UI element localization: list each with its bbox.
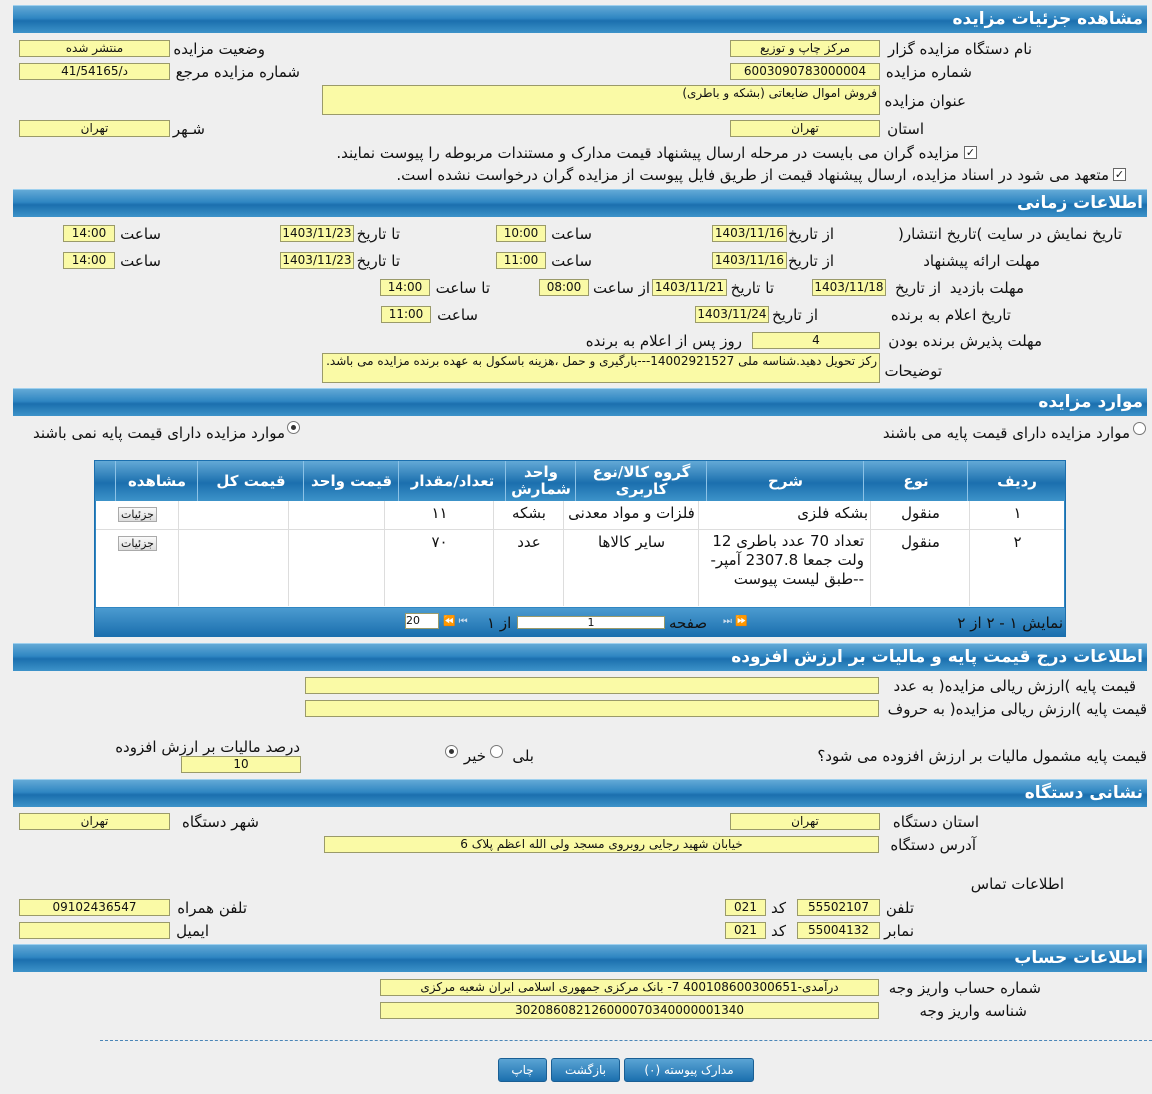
- cell-row: ۲: [969, 530, 1065, 606]
- visit-to-time-field: 14:00: [380, 279, 430, 296]
- attached-docs-button[interactable]: مدارک پیوسته (۰): [624, 1058, 754, 1082]
- announce-date-field: 1403/11/24: [695, 306, 769, 323]
- attach-docs-checkbox: ✓: [965, 146, 976, 159]
- payment-id-field: 302086082126000070340000001340: [380, 1002, 879, 1019]
- visit-from-time-field: 08:00: [539, 279, 589, 296]
- cell-unit: عدد: [493, 530, 564, 606]
- publish-to-label: تا تاریخ: [356, 225, 400, 243]
- acceptance-days-label: روز پس از اعلام به برنده: [585, 332, 742, 350]
- cell-unit: بشکه: [493, 501, 564, 529]
- contact-info-label: اطلاعات تماس: [970, 875, 1064, 893]
- section-header-items: موارد مزایده: [13, 388, 1147, 416]
- cell-unit-price: [288, 501, 385, 529]
- cell-qty: ۷۰: [384, 530, 494, 606]
- col-unit-price: قیمت واحد: [303, 461, 399, 501]
- acceptance-days-field: 4: [752, 332, 880, 349]
- mobile-label: تلفن همراه: [177, 899, 247, 917]
- announce-time-field: 11:00: [381, 306, 431, 323]
- col-total: قیمت کل: [197, 461, 304, 501]
- base-price-number-label: قیمت پایه )ارزش ریالی مزایده( به عدد: [893, 677, 1136, 695]
- visit-to-field: 1403/11/21: [652, 279, 727, 296]
- back-button[interactable]: بازگشت: [551, 1058, 620, 1082]
- offer-from-field: 1403/11/16: [712, 252, 787, 269]
- offer-from-label: از تاریخ: [787, 252, 834, 270]
- vat-percent-field: 10: [181, 756, 301, 773]
- col-view: مشاهده: [115, 461, 198, 501]
- device-province-label: استان دستگاه: [892, 813, 979, 831]
- phone-field: 55502107: [797, 899, 880, 916]
- grid-pager: [95, 608, 1065, 636]
- announce-from-label: از تاریخ: [771, 306, 818, 324]
- phone-label: تلفن: [885, 899, 914, 917]
- cell-desc: تعداد 70 عدد باطری 12 ولت جمعا 2307.8 آمپر---طبق لیست پیوست: [698, 530, 870, 606]
- publish-date-label: تاریخ نمایش در سایت )تاریخ انتشار(: [898, 225, 1122, 243]
- vat-yes-radio[interactable]: [490, 745, 503, 758]
- fax-field: 55004132: [797, 922, 880, 939]
- description-label: توضیحات: [884, 362, 942, 380]
- offer-to-label: تا تاریخ: [356, 252, 400, 270]
- vat-percent-label: درصد مالیات بر ارزش افزوده: [115, 738, 300, 756]
- device-address-label: آدرس دستگاه: [890, 836, 976, 854]
- page-size-input[interactable]: 20: [405, 613, 439, 629]
- cell-qty: ۱۱: [384, 501, 494, 529]
- print-button[interactable]: چاپ: [498, 1058, 547, 1082]
- no-base-price-radio[interactable]: [287, 421, 300, 434]
- publish-time2-field: 14:00: [63, 225, 115, 242]
- visit-from-label: از تاریخ: [894, 279, 941, 297]
- cell-unit-price: [288, 530, 385, 606]
- cell-group: سایر کالاها: [563, 530, 699, 606]
- details-button[interactable]: جزئیات: [118, 536, 157, 551]
- col-qty: تعداد/مقدار: [398, 461, 506, 501]
- device-address-field: خیابان شهید رجایی روبروی مسجد ولی الله اعظم پلاک 6: [324, 836, 879, 853]
- offer-time1-field: 11:00: [496, 252, 546, 269]
- col-row: ردیف: [967, 461, 1066, 501]
- cell-type: منقول: [870, 530, 970, 606]
- publish-from-label: از تاریخ: [787, 225, 834, 243]
- description-field: رکز تحویل دهید.شناسه ملی 14002921527---بارگیری و حمل ،هزینه باسکول به عهده برنده مزایده می باشد.: [322, 353, 880, 383]
- org-field: مرکز چاپ و توزیع: [730, 40, 880, 57]
- visit-to-label: تا تاریخ: [730, 279, 774, 297]
- items-grid: [94, 460, 1066, 637]
- auction-number-field: 6003090783000004: [730, 63, 880, 80]
- attach-docs-text: مزایده گران می بایست در مرحله ارسال پیشنهاد قیمت مدارک و مستندات مربوطه را پیوست نمایند.: [336, 144, 959, 162]
- base-price-number-field: [305, 677, 879, 694]
- device-city-field: تهران: [19, 813, 170, 830]
- account-number-label: شماره حساب واریز وجه: [888, 979, 1041, 997]
- device-province-field: تهران: [730, 813, 880, 830]
- visit-from-field: 1403/11/18: [812, 279, 886, 296]
- offer-time1-label: ساعت: [551, 252, 592, 270]
- offer-time2-field: 14:00: [63, 252, 115, 269]
- subject-field: فروش اموال ضایعاتی (بشکه و باطری): [322, 85, 880, 115]
- cell-desc: بشکه فلزی: [698, 501, 870, 529]
- email-field: [19, 922, 170, 939]
- acceptance-deadline-label: مهلت پذیرش برنده بودن: [888, 332, 1042, 350]
- publish-time2-label: ساعت: [120, 225, 161, 243]
- city-field: تهران: [19, 120, 170, 137]
- vat-question-label: قیمت پایه مشمول مالیات بر ارزش افزوده می شود؟: [817, 747, 1147, 765]
- publish-to-field: 1403/11/23: [280, 225, 354, 242]
- fax-code-label: کد: [770, 922, 786, 940]
- section-header-base-price: اطلاعات درج قیمت پایه و مالیات بر ارزش افزوده: [13, 643, 1147, 671]
- fax-label: نمابر: [884, 922, 914, 940]
- auction-number-label: شماره مزایده: [885, 63, 972, 81]
- vat-no-radio[interactable]: [445, 745, 458, 758]
- has-base-price-radio[interactable]: [1133, 422, 1146, 435]
- table-row: [96, 530, 1064, 606]
- status-label: وضعیت مزایده: [173, 40, 265, 58]
- ref-number-label: شماره مزایده مرجع: [175, 63, 300, 81]
- publish-time1-label: ساعت: [551, 225, 592, 243]
- publish-time1-field: 10:00: [496, 225, 546, 242]
- page-input[interactable]: 1: [517, 616, 665, 629]
- base-price-words-field: [305, 700, 879, 717]
- status-field: منتشر شده: [19, 40, 170, 57]
- cell-total: [178, 530, 289, 606]
- section-header-account: اطلاعات حساب: [13, 944, 1147, 972]
- cell-total: [178, 501, 289, 529]
- area-code-field: 021: [725, 899, 766, 916]
- subject-label: عنوان مزایده: [884, 92, 966, 110]
- last-page-icon[interactable]: ⏭ ⏩: [723, 616, 748, 627]
- vat-yes-label: بلی: [512, 747, 534, 765]
- col-type: نوع: [863, 461, 968, 501]
- col-desc: شرح: [706, 461, 864, 501]
- page-label: صفحه: [669, 614, 708, 632]
- payment-id-label: شناسه واریز وجه: [919, 1002, 1027, 1020]
- col-unit: واحد شمارش: [505, 461, 576, 501]
- device-city-label: شهر دستگاه: [181, 813, 259, 831]
- section-header-auction-details: مشاهده جزئیات مزایده: [13, 5, 1147, 33]
- province-label: استان: [887, 120, 924, 138]
- grid-body: [96, 501, 1064, 607]
- offer-deadline-label: مهلت ارائه پیشنهاد: [923, 252, 1040, 270]
- ref-number-field: 41/54165/د: [19, 63, 170, 80]
- no-base-price-label: موارد مزایده دارای قیمت پایه نمی باشند: [33, 424, 285, 442]
- section-header-address: نشانی دستگاه: [13, 779, 1147, 807]
- no-file-checkbox: ✓: [1114, 168, 1125, 181]
- first-page-icon[interactable]: ⏪ ⏮: [443, 616, 468, 627]
- page-of-label: از ۱: [487, 614, 512, 632]
- announce-date-label: تاریخ اعلام به برنده: [890, 306, 1011, 324]
- offer-time2-label: ساعت: [120, 252, 161, 270]
- base-price-words-label: قیمت پایه )ارزش ریالی مزایده( به حروف: [887, 700, 1147, 718]
- offer-to-field: 1403/11/23: [280, 252, 354, 269]
- no-file-text: متعهد می شود در اسناد مزایده، ارسال پیشنهاد قیمت از طریق فایل پیوست از مزایده گران درخواست نشده است.: [396, 166, 1109, 184]
- cell-type: منقول: [870, 501, 970, 529]
- pager-summary: نمایش ۱ - ۲ از ۲: [957, 614, 1063, 632]
- fax-code-field: 021: [725, 922, 766, 939]
- section-header-timing: اطلاعات زمانی: [13, 189, 1147, 217]
- details-button[interactable]: جزئیات: [118, 507, 157, 522]
- email-label: ایمیل: [176, 922, 209, 940]
- visit-from-time-label: از ساعت: [593, 279, 650, 297]
- has-base-price-label: موارد مزایده دارای قیمت پایه می باشند: [882, 424, 1130, 442]
- publish-from-field: 1403/11/16: [712, 225, 787, 242]
- cell-group: فلزات و مواد معدنی: [563, 501, 699, 529]
- visit-deadline-label: مهلت بازدید: [949, 279, 1024, 297]
- province-field: تهران: [730, 120, 880, 137]
- table-row: [96, 501, 1064, 530]
- cell-row: ۱: [969, 501, 1065, 529]
- area-code-label: کد: [770, 899, 786, 917]
- city-label: شـهر: [172, 120, 205, 138]
- grid-header: [95, 461, 1065, 501]
- announce-time-label: ساعت: [437, 306, 478, 324]
- vat-no-label: خیر: [463, 747, 486, 765]
- org-label: نام دستگاه مزایده گزار: [887, 40, 1032, 58]
- visit-to-time-label: تا ساعت: [435, 279, 490, 297]
- account-number-field: درآمدی-400108600300651 7- بانک مرکزی جمهوری اسلامی ایران شعبه مرکزی: [380, 979, 879, 996]
- mobile-field: 09102436547: [19, 899, 170, 916]
- divider: [100, 1040, 1152, 1041]
- col-group: گروه کالا/نوع کاربری: [575, 461, 707, 501]
